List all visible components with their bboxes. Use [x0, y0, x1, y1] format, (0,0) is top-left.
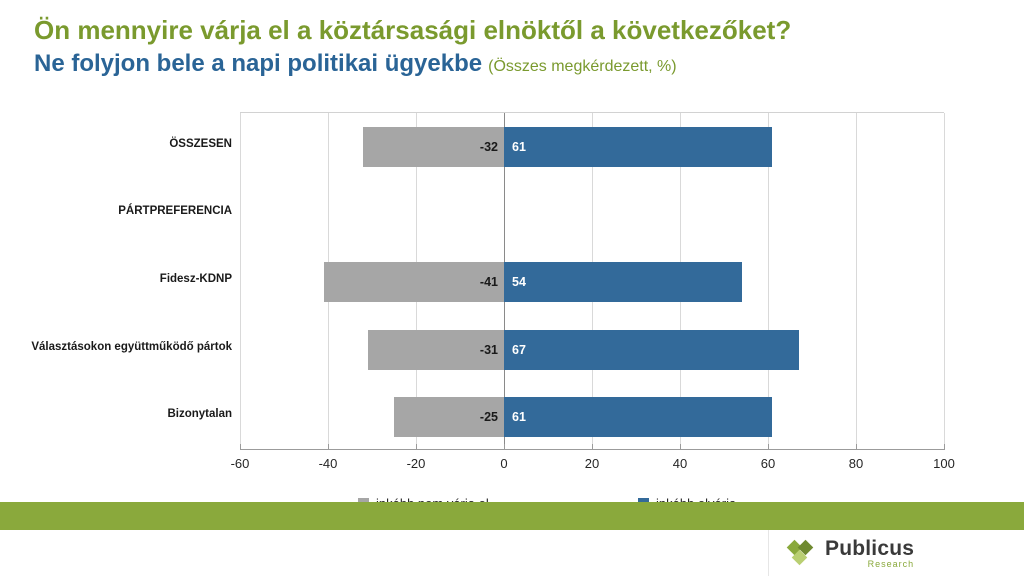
logo-sub: Research	[867, 558, 915, 569]
axis-tick	[680, 444, 681, 450]
bar-segment	[363, 127, 504, 167]
bar-segment	[504, 262, 742, 302]
x-tick-label: 100	[933, 456, 955, 471]
x-tick-label: -40	[318, 456, 338, 471]
axis-tick	[856, 444, 857, 450]
bar-value-label: -25	[479, 410, 498, 425]
green-band	[0, 502, 1024, 530]
bar-segment	[504, 330, 799, 370]
category-label: Választásokon együttműködő pártok	[31, 340, 232, 353]
bar-value-label: -32	[479, 139, 498, 154]
axis-tick	[592, 444, 593, 450]
bar-value-label: 54	[512, 275, 526, 289]
category-labels	[0, 112, 232, 450]
axis-tick	[328, 444, 329, 450]
bar-segment	[504, 127, 772, 167]
x-tick-label: 0	[500, 456, 508, 471]
category-label: Bizonytalan	[167, 408, 232, 421]
subtitle-main: Ne folyjon bele a napi politikai ügyekbe	[34, 49, 483, 77]
gridline	[240, 113, 241, 449]
x-axis-tick-labels	[230, 456, 955, 478]
page-subtitle	[34, 50, 994, 78]
x-tick-label: -60	[230, 456, 250, 471]
axis-tick	[768, 444, 769, 450]
bar-segment	[394, 397, 504, 437]
title-block	[34, 16, 994, 77]
gridline	[856, 113, 857, 449]
x-tick-label: 80	[848, 456, 864, 471]
bar-value-label: -41	[479, 275, 498, 289]
footer-band	[0, 530, 1024, 576]
bar-segment	[368, 330, 504, 370]
x-tick-label: 20	[584, 456, 600, 471]
logo	[768, 530, 1024, 576]
logo-name: Publicus	[825, 536, 915, 560]
logo-text	[825, 538, 914, 569]
bar-value-label: 61	[512, 139, 526, 154]
axis-tick	[944, 444, 945, 450]
page-title: Ön mennyire várja el a köztársasági elnöktől a következőket?	[34, 15, 792, 45]
x-tick-label: 40	[672, 456, 688, 471]
plot-area	[240, 112, 944, 450]
bar-value-label: 67	[512, 342, 526, 357]
chart	[0, 104, 1024, 500]
bar-value-label: 61	[512, 410, 526, 425]
category-label: PÁRTPREFERENCIA	[118, 205, 232, 218]
axis-tick	[504, 444, 505, 450]
category-label: ÖSSZESEN	[169, 137, 232, 150]
bar-value-label: -31	[479, 342, 498, 357]
x-tick-label: -20	[406, 456, 426, 471]
x-tick-label: 60	[760, 456, 776, 471]
axis-tick	[416, 444, 417, 450]
axis-tick	[240, 444, 241, 450]
bar-segment	[324, 262, 504, 302]
gridline	[944, 113, 945, 449]
category-label: Fidesz-KDNP	[159, 273, 232, 285]
subtitle-note: (Összes megkérdezett, %)	[488, 57, 677, 75]
bar-segment	[504, 397, 772, 437]
publicus-diamond-icon	[789, 540, 815, 566]
